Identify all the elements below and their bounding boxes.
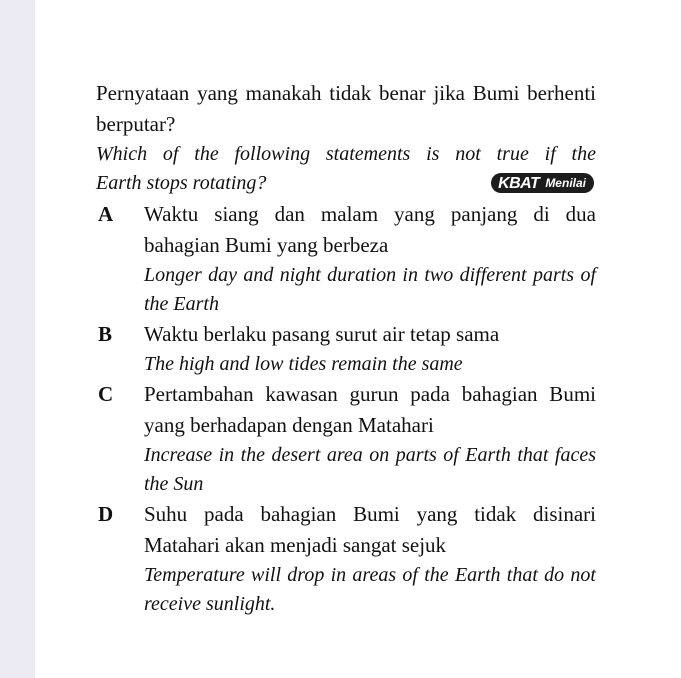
option-letter: A	[98, 202, 114, 226]
question-text-english-line-2: Earth stops rotating?	[96, 172, 267, 194]
option-letter: B	[98, 322, 113, 346]
option-text-english: The high and low tides remain the same	[144, 353, 463, 375]
option-c[interactable]	[96, 379, 596, 499]
option-a[interactable]	[96, 199, 596, 319]
option-text-malay: Waktu siang dan malam yang panjang di dua bahagian Bumi yang berbeza	[144, 202, 596, 257]
question-text-english-line-1: Which of the following statements is not true if the	[96, 143, 596, 165]
option-text-malay: Waktu berlaku pasang surut air tetap sama	[144, 322, 500, 346]
option-letter: D	[98, 502, 114, 526]
question-text-english-line-2-row	[96, 169, 596, 199]
kbat-badge	[491, 173, 594, 193]
option-b[interactable]	[96, 319, 596, 379]
kbat-badge-label: KBAT	[498, 174, 540, 192]
question-block	[96, 78, 596, 619]
question-text-malay: Pernyataan yang manakah tidak benar jika Bumi berhenti berputar?	[96, 81, 596, 136]
option-text-english: Increase in the desert area on parts of Earth that faces the Sun	[144, 444, 596, 495]
option-text-english: Longer day and night duration in two different parts of the Earth	[144, 264, 596, 315]
option-text-malay: Pertambahan kawasan gurun pada bahagian Bumi yang berhadapan dengan Matahari	[144, 382, 596, 437]
option-letter: C	[98, 382, 114, 406]
kbat-badge-level: Menilai	[545, 175, 586, 190]
option-d[interactable]	[96, 499, 596, 619]
left-margin-strip	[0, 0, 35, 678]
option-text-malay: Suhu pada bahagian Bumi yang tidak disinari Matahari akan menjadi sangat sejuk	[144, 502, 596, 557]
option-text-english: Temperature will drop in areas of the Earth that do not receive sunlight.	[144, 564, 596, 615]
